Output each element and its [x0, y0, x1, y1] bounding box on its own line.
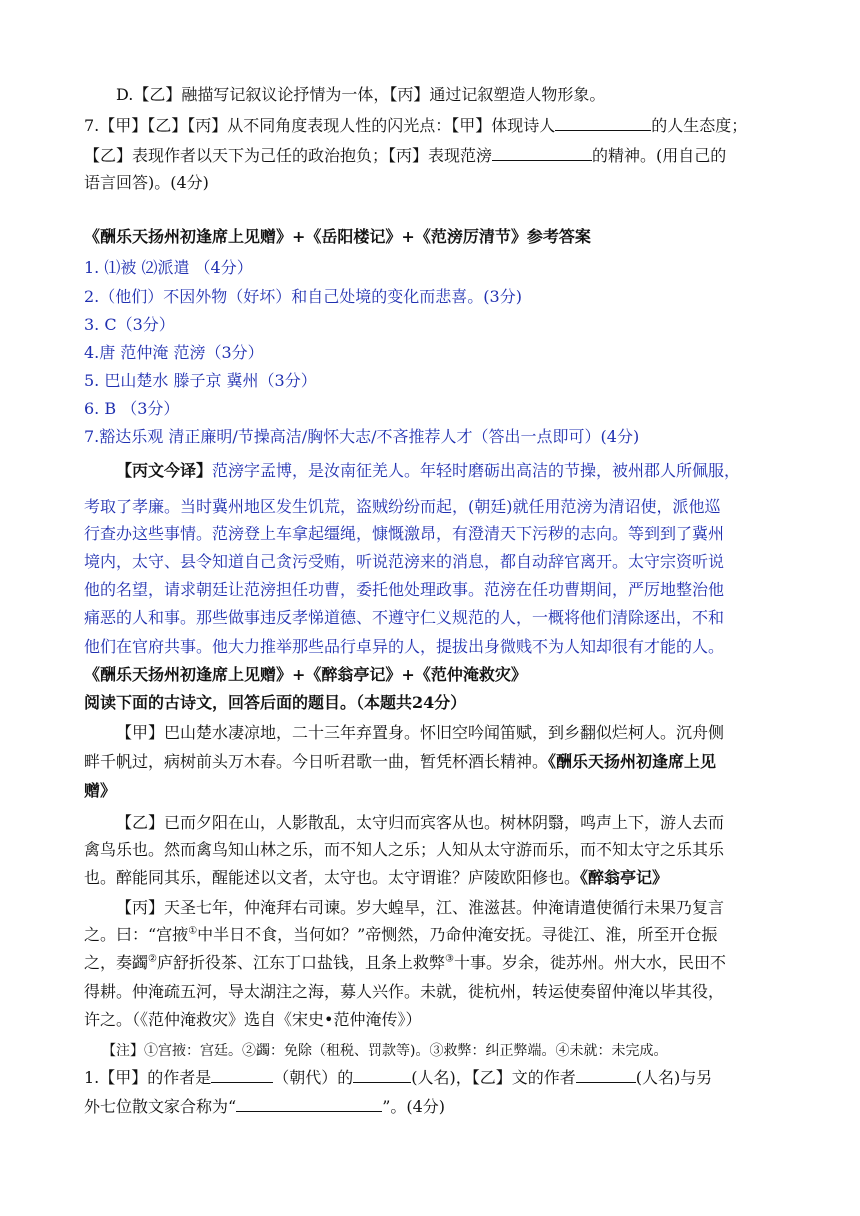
author-yi-blank[interactable]	[576, 1066, 636, 1083]
question-7-line1: 7.【甲】【乙】【丙】从不同角度表现人性的闪光点：【甲】体现诗人 的人生态度；	[84, 116, 748, 135]
answer-3: 3. C（3分）	[84, 315, 175, 334]
passage-bing-line4: 得耕。仲淹疏五河，导太湖注之海，募人兴作。未就，徙杭州，转运使奏留仲淹以毕其役，	[84, 982, 725, 1001]
answer-7: 7.豁达乐观 清正廉明/节操高洁/胸怀大志/不吝推荐人才（答出一点即可）(4分)	[84, 427, 640, 446]
translation-line1: 【丙文今译】范滂字孟博，是汝南征羌人。年轻时磨砺出高洁的节操，被州郡人所佩服，	[116, 461, 741, 480]
passage-jia-source: 《酬乐天扬州初逢席上见	[548, 752, 717, 771]
section-instruction: 阅读下面的古诗文，回答后面的题目。（本题共24分）	[84, 693, 467, 712]
answer-blank[interactable]	[555, 114, 651, 131]
translation-line6: 痛恶的人和事。那些做事违反孝悌道德、不遵守仁义规范的人，一概将他们清除逐出，不和	[84, 608, 725, 627]
answer-6: 6. B （3分）	[84, 399, 180, 418]
author-blank[interactable]	[353, 1066, 411, 1083]
passage-yi-source: 《醉翁亭记》	[580, 868, 669, 887]
group-name-blank[interactable]	[236, 1095, 382, 1112]
question-7-line3: 语言回答)。(4分)	[84, 173, 209, 192]
passage-jia-line2: 畔千帆过，病树前头万木春。今日听君歌一曲，暂凭杯酒长精神。《酬乐天扬州初逢席上见	[84, 752, 717, 771]
notes: 【注】①宫掖：宫廷。②蠲：免除（租税、罚款等)。③救弊：纠正弊端。④未就：未完成。	[102, 1043, 668, 1059]
answer-heading: 《酬乐天扬州初逢席上见赠》+《岳阳楼记》+《范滂厉清节》参考答案	[84, 227, 591, 246]
passage-yi-line3: 也。醉能同其乐，醒能述以文者，太守也。太守谓谁？庐陵欧阳修也。《醉翁亭记》	[84, 868, 669, 887]
answer-blank[interactable]	[492, 144, 592, 161]
section-title: 《酬乐天扬州初逢席上见赠》+《醉翁亭记》+《范仲淹救灾》	[84, 665, 527, 684]
question-1-line2: 外七位散文家合称为“ ”。(4分)	[84, 1097, 446, 1116]
option-d: D.【乙】融描写记叙议论抒情为一体，【丙】通过记叙塑造人物形象。	[116, 85, 606, 104]
answer-2: 2.（他们）不因外物（好坏）和自己处境的变化而悲喜。(3分)	[84, 287, 522, 306]
translation-line2: 考取了孝廉。当时冀州地区发生饥荒，盗贼纷纷而起，(朝廷)就任用范滂为清诏使，派他巡	[84, 497, 721, 516]
passage-yi-line1: 【乙】已而夕阳在山，人影散乱，太守归而宾客从也。树林阴翳，鸣声上下，游人去而	[116, 813, 725, 832]
passage-jia-line3: 赠》	[84, 781, 117, 800]
passage-jia-line1: 【甲】巴山楚水凄凉地，二十三年弃置身。怀旧空吟闻笛赋，到乡翻似烂柯人。沉舟侧	[116, 723, 725, 742]
dynasty-blank[interactable]	[211, 1066, 273, 1083]
translation-line5: 他的名望，请求朝廷让范滂担任功曹，委托他处理政事。范滂在任功曹期间，严厉地整治他	[84, 580, 725, 599]
passage-bing-line3: 之，奏蠲②庐舒折役茶、江东丁口盐钱，且条上救弊③十事。岁余，徙苏州。州大水，民田不	[84, 953, 726, 972]
question-1-line1: 1.【甲】的作者是 （朝代）的 (人名)，【乙】文的作者 (人名)与另	[84, 1068, 713, 1087]
answer-4: 4.唐 范仲淹 范滂（3分）	[84, 343, 264, 362]
footnote-marker: ③	[445, 953, 454, 965]
translation-line7: 他们在官府共事。他大力推举那些品行卓异的人，提拔出身微贱不为人知却很有才能的人。	[84, 637, 725, 656]
passage-bing-line5: 许之。（《范仲淹救灾》选自《宋史•范仲淹传》）	[84, 1010, 422, 1029]
question-7-line2: 【乙】表现作者以天下为己任的政治抱负；【丙】表现范滂 的精神。(用自己的	[84, 146, 727, 165]
translation-line3: 行查办这些事情。范滂登上车拿起缰绳，慷慨激昂，有澄清天下污秽的志向。等到到了冀州	[84, 524, 725, 543]
footnote-marker: ②	[148, 953, 157, 965]
translation-line4: 境内，太守、县令知道自己贪污受贿，听说范滂来的消息，都自动辞官离开。太守宗资听说	[84, 552, 725, 571]
footnote-marker: ①	[188, 925, 198, 937]
translation-label: 【丙文今译】	[116, 461, 213, 480]
passage-bing-line1: 【丙】天圣七年，仲淹拜右司谏。岁大蝗旱，江、淮滋甚。仲淹请遣使循行未果乃复言	[116, 898, 725, 917]
passage-yi-line2: 禽鸟乐也。然而禽鸟知山林之乐，而不知人之乐；人知从太守游而乐，而不知太守之乐其乐	[84, 840, 725, 859]
answer-1: 1. ⑴被 ⑵派遣 （4分）	[84, 258, 253, 277]
answer-5: 5. 巴山楚水 滕子京 冀州（3分）	[84, 371, 317, 390]
passage-bing-line2: 之。曰：“宫掖①中半日不食，当何如？”帝恻然，乃命仲淹安抚。寻徙江、淮，所至开仓振	[84, 925, 718, 944]
